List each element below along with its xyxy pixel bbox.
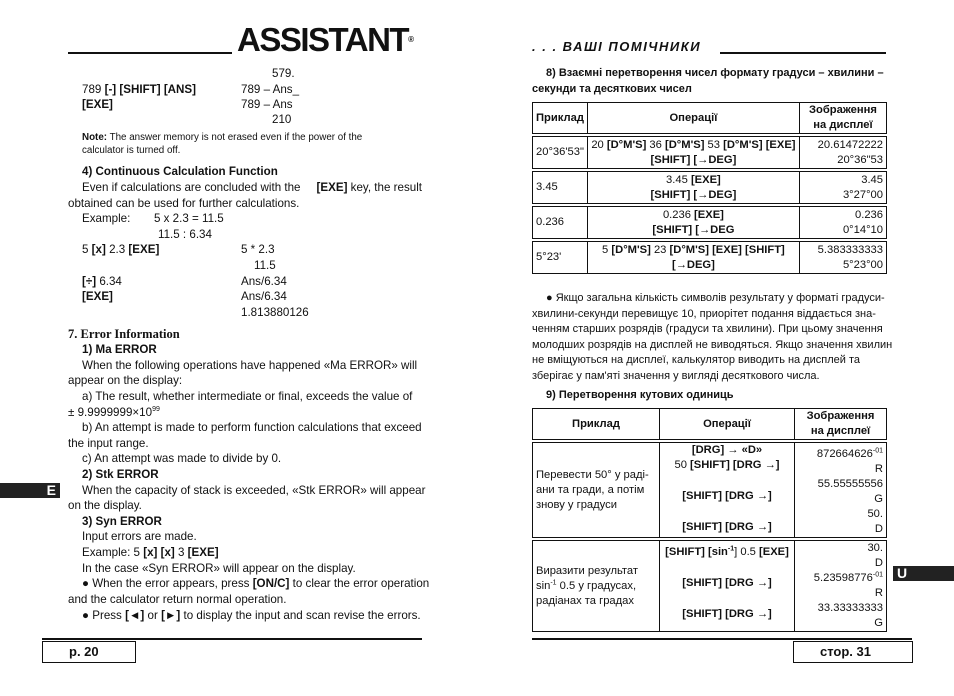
- section-tab-u: U: [893, 566, 954, 581]
- conversion-table-2: [532, 408, 887, 632]
- footer-rule-left: [42, 638, 422, 640]
- t1-head-ops: Операції: [587, 103, 799, 134]
- t1-row-2-display: 0.236 0°14°10: [799, 207, 886, 239]
- degree-format-paragraph: ● Якщо загальна кількість символів результату у форматі градуси- хвилини-секунди перевищує 10, приорітет подання віддається зна- ченням старших розрядів (градуси та хвилини). При цьому значення молодших розрядів на дисплей не виводяться. Якщо значення хвилин не вміщуються на дисплеї, калькулятор виводить на дисплей та зберігає у пам'яті значення у вигляді десяткового числа.: [532, 292, 893, 382]
- page-number-left: p. 20: [42, 641, 136, 663]
- t2-head-ops: Операції: [660, 409, 795, 440]
- t2-row-1-ops: [SHIFT] $[\sin^{-1}]$ 0.5 [EXE] [SHIFT] [DRG →] [SHIFT] [DRG →]: [660, 541, 795, 632]
- t1-row-0-ops: 20 [D°M'S] 36 [D°M'S] 53 [D°M'S] [EXE] [SHIFT] [→DEG]: [587, 137, 799, 169]
- t1-row-2-ops: 0.236 [EXE] [SHIFT] [→DEG: [587, 207, 799, 239]
- continuous-calc-text-1: Even if calculations are concluded with the [EXE] key, the result: [82, 181, 422, 194]
- ma-error-text-1: When the following operations have happened «Ma ERROR» will: [82, 359, 418, 372]
- syn-error-example: Example: 5 [x] [x] 3 [EXE]: [82, 546, 219, 559]
- stk-error-heading: 2) Stk ERROR: [82, 468, 159, 481]
- bullet-clear-error: ● When the error appears, press [ON/C] to clear the error operation: [82, 577, 430, 590]
- conversion-table-1: [532, 102, 887, 274]
- section-9-title: 9) Перетворення кутових одиниць: [546, 389, 734, 401]
- t1-row: [533, 207, 887, 239]
- t1-row: [533, 242, 887, 274]
- mem-row-0-value: 579.: [272, 67, 295, 80]
- t2-row: [533, 541, 887, 632]
- t1-row-3-ops: 5 [D°M'S] 23 [D°M'S] [EXE] [SHIFT] [→DEG]: [587, 242, 799, 274]
- slogan: . . . ВАШІ ПОМІЧНИКИ: [532, 39, 702, 54]
- t1-row-3-display: 5.383333333 5°23°00: [799, 242, 886, 274]
- calc-row-4-value: 1.813880126: [241, 306, 309, 319]
- header-rule-left: [68, 52, 232, 54]
- t2-head-example: Приклад: [533, 409, 660, 440]
- section-8-title-2: секунди та десяткових чисел: [532, 83, 692, 95]
- mem-row-3-value: 210: [272, 113, 292, 126]
- stk-error-text-1: When the capacity of stack is exceeded, «Stk ERROR» will appear: [82, 484, 426, 497]
- page-number-right: стор. 31: [793, 641, 913, 663]
- bullet-clear-error-2: and the calculator return normal operation.: [68, 593, 287, 606]
- t2-row: [533, 443, 887, 538]
- t1-row: [533, 172, 887, 204]
- calc-row-2-keys: [÷] 6.34: [82, 275, 122, 288]
- t1-row-0-example: 20°36'53": [533, 137, 588, 169]
- section-8-title-1: 8) Взаємні перетворення чисел формату градуси – хвилини –: [546, 67, 884, 79]
- t1-head-example: Приклад: [533, 103, 588, 134]
- t1-row-1-example: 3.45: [533, 172, 588, 204]
- t1-row-3-example: 5°23': [533, 242, 588, 274]
- ma-error-b-1: b) An attempt is made to perform function calculations that exceed: [82, 421, 422, 434]
- footer-rule-right: [532, 638, 912, 640]
- ma-error-b-2: the input range.: [68, 437, 149, 450]
- stk-error-text-2: on the display.: [68, 499, 142, 512]
- brand-logo: ASSISTANT®: [237, 21, 414, 58]
- note: Note: The answer memory is not erased even if the power of the calculator is turned off.: [82, 132, 363, 156]
- calc-row-3-keys: [EXE]: [82, 290, 113, 303]
- t2-row-1-example: Виразити результат $\sin^{-1} 0.5$ у градусах, радіанах та градах: [533, 541, 660, 632]
- syn-error-text-1: Input errors are made.: [82, 530, 197, 543]
- example-line-1: 5 x 2.3 = 11.5: [154, 212, 224, 225]
- syn-error-heading: 3) Syn ERROR: [82, 515, 162, 528]
- t2-head-display: Зображення на дисплеї: [795, 409, 887, 440]
- t1-row-1-display: 3.45 3°27°00: [799, 172, 886, 204]
- continuous-calc-heading: 4) Continuous Calculation Function: [82, 165, 278, 178]
- header-rule-right: [720, 52, 886, 54]
- ma-error-heading: 1) Ma ERROR: [82, 343, 157, 356]
- ma-error-a-1: a) The result, whether intermediate or final, exceeds the value of: [82, 390, 413, 403]
- mem-row-2-value: 789 – Ans: [241, 98, 293, 111]
- example-line-2: 11.5 : 6.34: [158, 228, 212, 241]
- t2-row-0-ops: [DRG] → «D» 50 [SHIFT] [DRG →] [SHIFT] [DRG →] [SHIFT] [DRG →]: [660, 443, 795, 538]
- mem-row-1-keys: 789 [-] [SHIFT] [ANS]: [82, 83, 197, 96]
- continuous-calc-text-2: obtained can be used for further calculations.: [68, 197, 300, 210]
- t2-row-0-display: $872664626^{-01}$ R 55.55555556 G 50. D: [795, 443, 887, 538]
- mem-row-1-value: 789 – Ans_: [241, 83, 300, 96]
- t1-head-display: Зображення на дисплеї: [799, 103, 886, 134]
- t2-row-1-display: 30. D $5.23598776^{-01}$ R 33.33333333 G: [795, 541, 887, 632]
- section-tab-e: E: [0, 483, 60, 498]
- calc-row-2-value: Ans/6.34: [241, 275, 287, 288]
- calc-row-1-value: 11.5: [254, 259, 276, 272]
- mem-row-2-keys: [EXE]: [82, 98, 113, 111]
- calc-row-0-keys: 5 [x] 2.3 [EXE]: [82, 243, 160, 256]
- example-label: Example:: [82, 212, 131, 225]
- ma-error-c: c) An attempt was made to divide by 0.: [82, 452, 282, 465]
- t1-row-1-ops: 3.45 [EXE] [SHIFT] [→DEG]: [587, 172, 799, 204]
- t2-row-0-example: Перевести 50° у раді- ани та гради, а потім знову у градуси: [533, 443, 660, 538]
- calc-row-0-value: 5 * 2.3: [241, 243, 275, 256]
- bullet-scan-errors: ● Press [◄] or [►] to display the input and scan revise the errors.: [82, 609, 421, 622]
- syn-error-text-3: In the case «Syn ERROR» will appear on the display.: [82, 562, 356, 575]
- t1-row: [533, 137, 887, 169]
- ma-error-text-2: appear on the display:: [68, 374, 183, 387]
- ma-error-a-2: ± $9.9999999\times 10^{99}$: [68, 406, 160, 419]
- calc-row-3-value: Ans/6.34: [241, 290, 287, 303]
- error-info-heading: 7. Error Information: [68, 327, 180, 341]
- t1-row-0-display: 20.61472222 20°36"53: [799, 137, 886, 169]
- t1-row-2-example: 0.236: [533, 207, 588, 239]
